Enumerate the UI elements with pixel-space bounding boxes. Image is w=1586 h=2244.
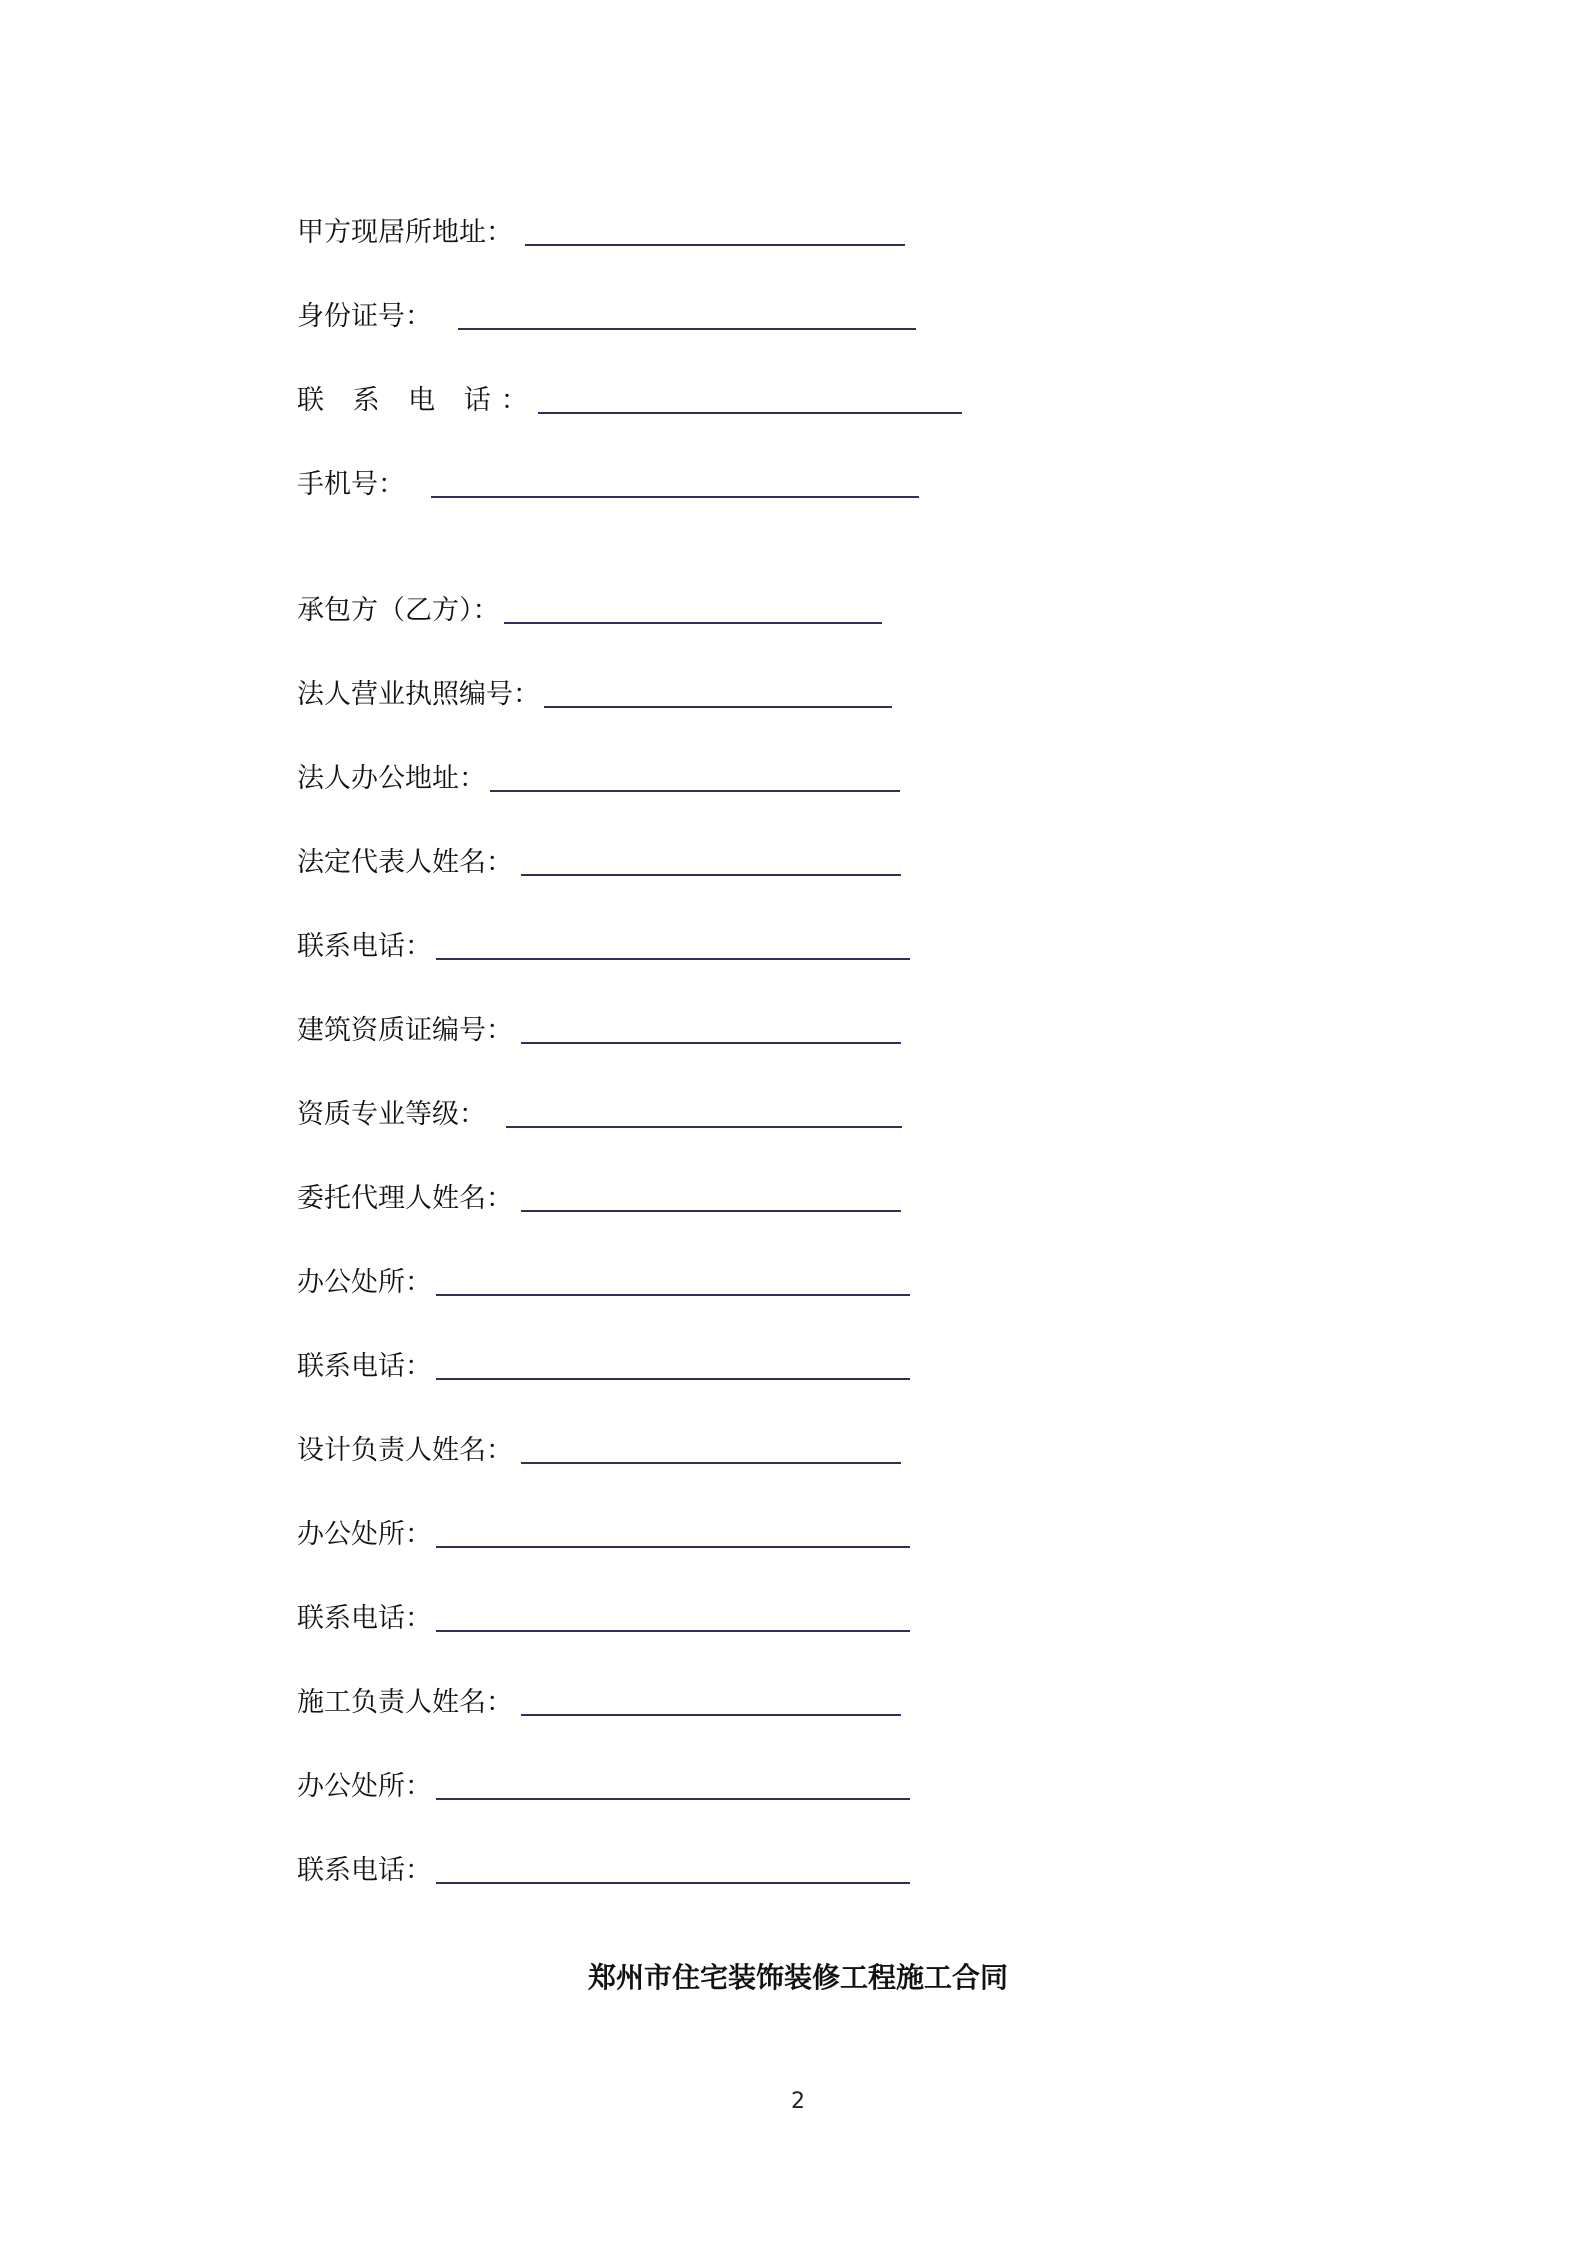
license-blank[interactable] [544,706,892,708]
agent-office-row [297,1260,910,1300]
agent-office-blank[interactable] [436,1294,910,1296]
contractor-label: 承包方（乙方）： [297,595,500,626]
legal-rep-label: 法定代表人姓名： [297,847,513,878]
party-a-id-blank[interactable] [458,328,916,330]
design-lead-blank[interactable] [521,1462,901,1464]
design-office-blank[interactable] [436,1546,910,1548]
license-row [297,672,892,712]
qualification-cert-label: 建筑资质证编号： [297,1015,513,1046]
party-a-address-label: 甲方现居所地址： [297,217,513,248]
party-b-phone-blank[interactable] [436,958,910,960]
design-office-row [297,1512,910,1552]
qualification-level-blank[interactable] [506,1126,902,1128]
party-a-phone-label: 联 系 电 话： [297,385,538,416]
construction-lead-label: 施工负责人姓名： [297,1687,513,1718]
design-phone-blank[interactable] [436,1630,910,1632]
contract-title: 郑州市住宅装饰装修工程施工合同 [587,1961,1008,1994]
office-address-label: 法人办公地址： [297,763,486,794]
agent-phone-blank[interactable] [436,1378,910,1380]
party-a-id-row [297,294,916,334]
agent-name-row [297,1176,901,1216]
party-a-address-row [297,210,905,250]
party-a-mobile-row [297,462,919,502]
office-address-row [297,756,900,796]
design-lead-row [297,1428,901,1468]
agent-name-label: 委托代理人姓名： [297,1183,513,1214]
contractor-row [297,588,882,628]
party-a-id-label: 身份证号： [297,301,432,332]
party-a-mobile-label: 手机号： [297,469,405,500]
qualification-cert-blank[interactable] [521,1042,901,1044]
qualification-level-row [297,1092,902,1132]
construction-office-blank[interactable] [436,1798,910,1800]
legal-rep-blank[interactable] [521,874,901,876]
agent-office-label: 办公处所： [297,1267,432,1298]
page-number: 2 [791,2089,805,2114]
design-phone-label: 联系电话： [297,1603,432,1634]
construction-lead-row [297,1680,901,1720]
party-a-phone-row [297,378,962,418]
design-office-label: 办公处所： [297,1519,432,1550]
construction-office-label: 办公处所： [297,1771,432,1802]
agent-phone-label: 联系电话： [297,1351,432,1382]
contractor-blank[interactable] [504,622,882,624]
party-a-mobile-blank[interactable] [431,496,919,498]
design-phone-row [297,1596,910,1636]
design-lead-label: 设计负责人姓名： [297,1435,513,1466]
qualification-level-label: 资质专业等级： [297,1099,486,1130]
party-b-phone-row [297,924,910,964]
legal-rep-row [297,840,901,880]
construction-phone-blank[interactable] [436,1882,910,1884]
party-a-phone-blank[interactable] [538,412,962,414]
construction-phone-label: 联系电话： [297,1855,432,1886]
license-label: 法人营业执照编号： [297,679,540,710]
agent-name-blank[interactable] [521,1210,901,1212]
party-a-address-blank[interactable] [525,244,905,246]
agent-phone-row [297,1344,910,1384]
construction-office-row [297,1764,910,1804]
party-b-phone-label: 联系电话： [297,931,432,962]
office-address-blank[interactable] [490,790,900,792]
qualification-cert-row [297,1008,901,1048]
construction-lead-blank[interactable] [521,1714,901,1716]
construction-phone-row [297,1848,910,1888]
